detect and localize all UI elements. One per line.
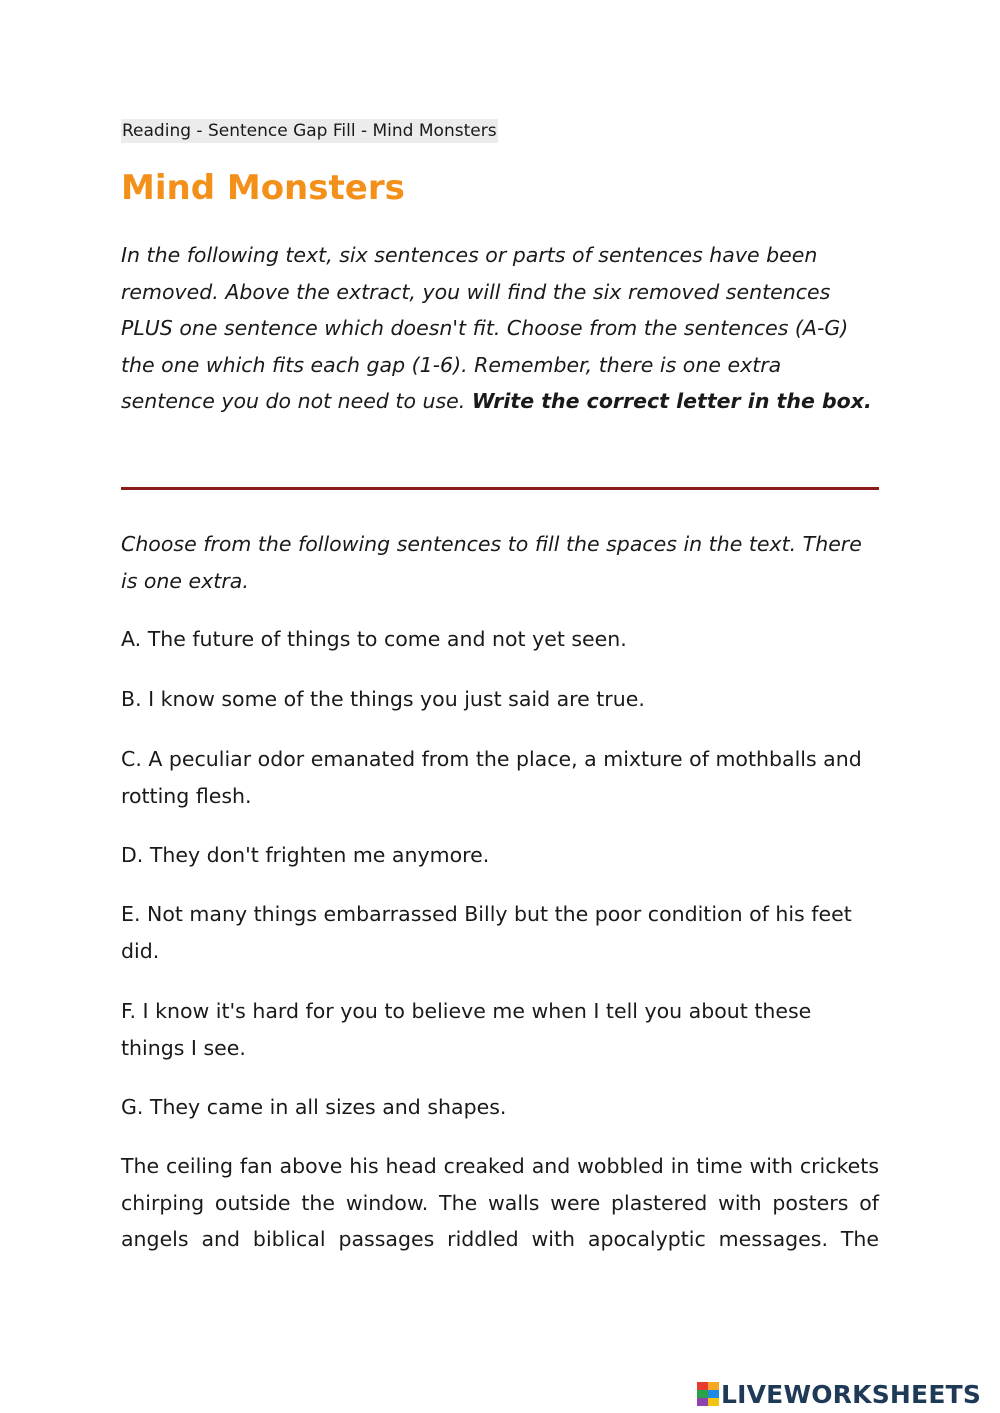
choose-prompt: Choose from the following sentences to fill the spaces in the text. There is one extra. [121,532,862,593]
option-a: A. The future of things to come and not yet seen. [121,627,627,651]
logo-tile [697,1382,708,1390]
section-divider [121,487,879,490]
logo-tile [708,1382,719,1390]
option-d: D. They don't frighten me anymore. [121,843,490,867]
instructions-text: In the following text, six sentences or parts of sentences have been removed. Above the extract, you will find the six removed sentences PLUS one sentence which doesn't fit. Choose from the sentences (A-G) the one which fits each gap (1-6). Remember, there is one extra sentence you do not need to use. [121,243,849,413]
reading-passage: The ceiling fan above his head creaked and wobbled in time with crickets chirping outside the window. The walls were plastered with posters of angels and biblical passages riddled with apocalyptic messages. The [121,1154,879,1251]
liveworksheets-brand [697,1378,981,1410]
liveworksheets-logo-icon [697,1382,719,1406]
instructions-emphasis: Write the correct letter in the box. [471,389,872,413]
option-b: B. I know some of the things you just said are true. [121,687,645,711]
logo-tile [708,1390,719,1398]
instructions [121,237,879,420]
option-f: F. I know it's hard for you to believe me when I tell you about these things I see. [121,999,812,1060]
logo-tile [697,1390,708,1398]
option-e: E. Not many things embarrassed Billy but the poor condition of his feet did. [121,902,852,963]
option-g: G. They came in all sizes and shapes. [121,1095,507,1119]
brand-name: LIVEWORKSHEETS [721,1379,982,1409]
logo-tile [708,1398,719,1406]
option-c: C. A peculiar odor emanated from the place, a mixture of mothballs and rotting flesh. [121,747,862,808]
breadcrumb: Reading - Sentence Gap Fill - Mind Monsters [122,121,497,141]
page-title: Mind Monsters [121,168,405,208]
logo-tile [697,1398,708,1406]
